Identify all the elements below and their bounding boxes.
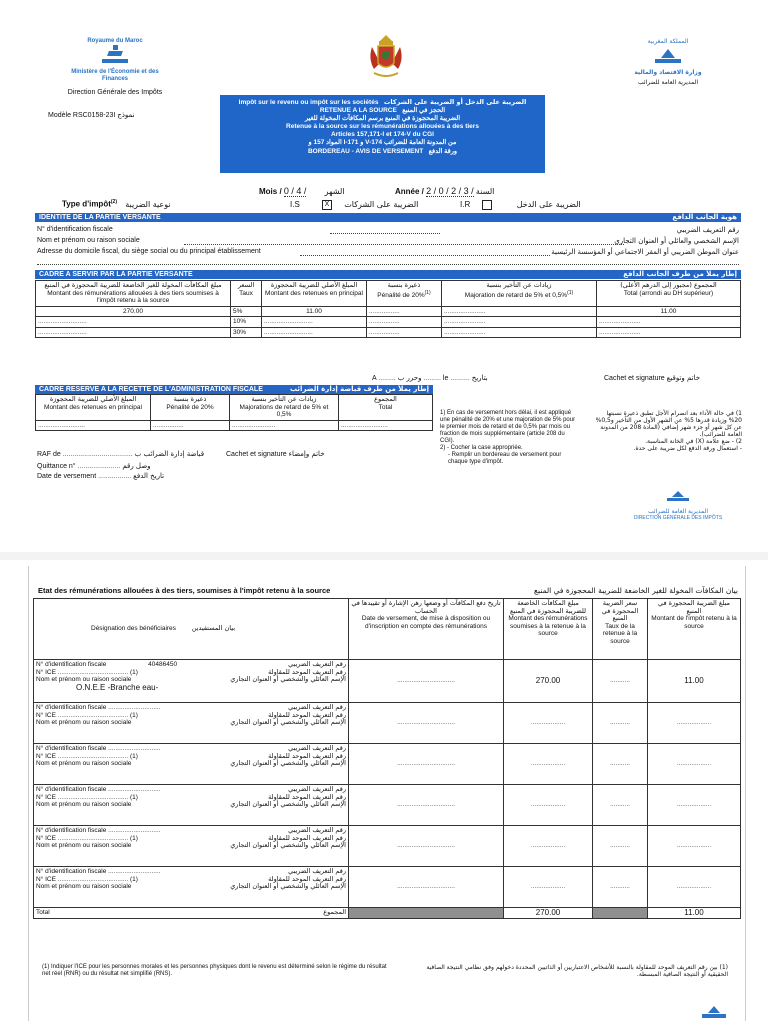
section-recette-bar: CADRE RESERVE A LA RECETTE DE L'ADMINISTRATION FISCALE إطار يملأ من طرف قباضة إدارة الضرائب (35, 385, 433, 394)
penalite-cell[interactable]: ................. (367, 317, 442, 328)
beneficiary-name[interactable]: O.N.E.E -Branche eau- (76, 682, 159, 692)
penalite-cell[interactable]: ................. (367, 327, 442, 338)
quittance-row[interactable]: Quittance n° ...................... وصل رقم (37, 462, 151, 470)
montant-cell[interactable]: 270.00 (123, 307, 143, 315)
major-cell[interactable]: ....................... (442, 327, 597, 338)
penalite-cell[interactable]: ................. (367, 306, 442, 317)
beneficiary-row[interactable]: N° d'identification fiscale ............................. رقم التعريف الضريبي N° ICE ....................................... (1) رقم التعريف الموحد للمقاولة Nom et prénom ou raison sociale الإسم العائلي والشخصي أو العنوان التجاري ................................ ................... ........... ................... (34, 826, 741, 867)
total-cell[interactable]: ....................... (597, 327, 741, 338)
date-versement-row[interactable]: Date de versement ................. تاريخ الدفع (37, 472, 165, 480)
beneficiary-impot[interactable]: 11.00 (648, 660, 741, 703)
dgi-footer-icon (666, 491, 690, 503)
raf-row[interactable]: RAF de .................................... قباضة إدارة الضرائب ب Cachet et signature خاتم وإمضاء (37, 450, 325, 458)
beneficiary-row[interactable]: N° d'identification fiscale ............................. رقم التعريف الضريبي N° ICE ....................................... (1) رقم التعريف الموحد للمقاولة Nom et prénom ou raison sociale الإسم العائلي والشخصي أو العنوان التجاري ................................ ................... ........... ................... (34, 744, 741, 785)
section-versante-bar: CADRE A SERVIR PAR LA PARTIE VERSANTE إطار يملأ من طرف الجانب الدافع (35, 270, 741, 279)
versante-row[interactable] (36, 317, 741, 328)
montant-cell[interactable]: ........................... (36, 317, 231, 328)
recette-row[interactable]: .......................... ................. ........................ .......................... (36, 420, 433, 431)
total-cell[interactable]: 11.00 (597, 306, 741, 317)
model-number: Modèle RSC0158-23I نموذج (48, 111, 135, 119)
versante-table (35, 280, 741, 338)
fait-a-row[interactable]: A ......... وحرر ب ......... le .......... بتاريخ (372, 374, 488, 382)
beneficiary-row[interactable]: N° d'identification fiscale ............................. رقم التعريف الضريبي N° ICE ....................................... (1) رقم التعريف الموحد للمقاولة Nom et prénom ou raison sociale الإسم العائلي والشخصي أو العنوان التجاري ................................ ................... ........... ................... (34, 785, 741, 826)
ir-checkbox[interactable] (482, 200, 492, 210)
right-ar-line2: وزارة الاقتصاد والمالية (634, 69, 702, 76)
etat-note-fr: (1) Indiquer l'ICE pour les personnes morales et les personnes physiques dont le revenu est déterminé selon le régime du résultat net réel (RNR) ou du résultat net simplifié (RNS). (42, 964, 387, 977)
etat-title: Etat des rémunérations allouées à des tiers, soumises à l'impôt retenu à la source بيان المكافآت المخولة للغير الخاضعة للضريبة المحجوزة في المنبع (38, 586, 738, 595)
notes-ar: 1) في حالة الأداء بعد انصرام الأجل تطبق ذعيرة نسبتها 20% وزيادة قدرها 5% عن الشهر الأول من التأخير و0,5% عن كل شهر أو جزء شهر إضافي (المادة 208 من المدونة العامة للضرائب). 2) - ضع علامة (X) في الخانة المناسبة. - استعمال ورقة الدفع لكل ضريبة على حدة. (595, 410, 742, 452)
recette-table: المبلغ الأصلي للضريبة المحجوزة Montant des retenues en principal ذعيرة بنسبة Pénalité de 20% زيادات عن التأخير بنسبة Majorations de retard de 5% et 0,5% المجموع Total .......................... ................. ........................ .......................... (35, 394, 433, 431)
ministry-logo (65, 38, 165, 97)
ministere-text: Ministère de l'Économie et des Finances (71, 69, 159, 82)
beneficiary-row[interactable]: N° d'identification fiscale 40486450 رقم التعريف الضريبي N° ICE ....................................... (1) رقم التعريف الموحد للمقاولة Nom et prénom ou raison sociale الإسم العائلي والشخصي أو العنوان التجاري O.N.E.E -Branche eau- ................................ 270.00 ........... 11.00 (34, 660, 741, 703)
major-cell[interactable]: ....................... (442, 306, 597, 317)
royal-crest-icon (366, 33, 406, 81)
versante-header-row: مبلغ المكافآت المخولة للغير الخاضعة للضريبة المحجوزة في المنبع Montant des rémunérations allouées à des tiers soumises à l'impôt retenu à la source السعر Taux المبلغ الأصلي للضريبة المحجوزة Montant des retenues en principal ذعيرة بنسبة Pénalité de 20%$^{(1)}$ زيادات عن التأخير بنسبة Majoration de retard de 5% et 0,5%$^{(1)}$ المجموع (مجبور إلى الدرهم الأعلى) Total (arrondi au DH supérieur) (36, 281, 741, 307)
beneficiary-if[interactable]: 40486450 (148, 661, 178, 668)
form-title-box: Impôt sur le revenu ou impôt sur les sociétés الضريبة على الدخل أو الضريبة على الشركات RETENUE A LA SOURCE الحجز في المنبع الضريبة المحجوزة في المنبع برسم المكافآت المخولة للغير Retenue à la source sur les rémunérations allouées à des tiers Articles 157,171-I et 174-V du CGI المواد 157 و I-171 و V-174 من المدونة العامة للضرائب BORDEREAU - AVIS DE VERSEMENT ورقة الدفع (220, 95, 545, 173)
ir-option[interactable]: I.R الضريبة على الدخل (460, 200, 581, 210)
taux-cell: 10% (231, 317, 262, 328)
cachet-signature-label: Cachet et signature خاتم وتوقيع (604, 374, 701, 382)
section-identity-bar: IDENTITE DE LA PARTIE VERSANTE هوية الجانب الدافع (35, 213, 741, 222)
is-checkbox[interactable]: X (322, 200, 332, 210)
royaume-text: Royaume du Maroc (87, 38, 143, 44)
right-ar-line1: المملكة المغربية (647, 38, 689, 45)
versante-row[interactable] (36, 306, 741, 317)
beneficiary-row[interactable]: N° d'identification fiscale ............................. رقم التعريف الضريبي N° ICE ....................................... (1) رقم التعريف الموحد للمقاولة Nom et prénom ou raison sociale الإسم العائلي والشخصي أو العنوان التجاري ................................ ................... ........... ................... (34, 703, 741, 744)
major-cell[interactable]: ....................... (442, 317, 597, 328)
etat-table (33, 598, 741, 919)
type-impot-label: Type d'impôt$^{(2)}$ نوعية الضريبة (62, 199, 171, 209)
total-montant: 270.00 (504, 908, 593, 919)
is-option[interactable]: I.S X الضريبة على الشركات (290, 200, 419, 210)
etat-note-ar: (1) بين رقم التعريف الموحد للمقاولة بالنسبة للأشخاص الاعتباريين أو الذاتيين المحددة دخولهم وفق نظامي النتيجة الصافية الحقيقية أو النتيجة الصافية المبسطة. (426, 964, 728, 978)
ministry-emblem-icon (98, 45, 132, 69)
total-impot: 11.00 (648, 908, 741, 919)
dgi-text: Direction Générale des Impôts (67, 89, 163, 96)
year-field[interactable]: Année / 2 / 0 / 2 / 3 / السنة (395, 186, 495, 196)
beneficiary-montant[interactable]: 270.00 (504, 660, 593, 703)
taux-cell: 5% (231, 306, 262, 317)
page-separator (0, 552, 768, 560)
principal-cell[interactable]: ........................... (262, 317, 367, 328)
identity-address-row[interactable]: Adresse du domicile fiscal, du siège social ou du principal établissement عنوان الموطن الضريبي أو المقر الاجتماعي أو المؤسسة الرئيسية (37, 248, 739, 256)
principal-cell[interactable]: 11.00 (262, 306, 367, 317)
taux-cell: 30% (231, 327, 262, 338)
total-cell[interactable]: ....................... (597, 317, 741, 328)
notes-fr: 1) En cas de versement hors délai, il est appliqué une pénalité de 20% et une majoration de 5% pour le premier mois de retard et de 0,5% par mois ou fraction de mois supplémentaire (article 208 du CGI). 2) - Cocher la case appropriée. - Remplir un bordereau de versement pour chaque type d'impôt. (440, 410, 576, 465)
identity-name-row[interactable]: Nom et prénom ou raison sociale الإسم الشخصي والعائلي أو العنوان التجاري (37, 237, 739, 245)
beneficiary-row[interactable]: N° d'identification fiscale ............................. رقم التعريف الضريبي N° ICE ....................................... (1) رقم التعريف الموحد للمقاولة Nom et prénom ou raison sociale الإسم العائلي والشخصي أو العنوان التجاري ................................ ................... ........... ................... (34, 867, 741, 908)
month-field[interactable]: Mois / 0 / 4 / الشهر (259, 186, 345, 196)
montant-cell[interactable]: ........................... (36, 327, 231, 338)
etat-header-row: Désignation des bénéficiaires بيان المستفيدين تاريخ دفع المكافآت أو وضعها رهن الإشارة أو تقييدها في الحساب Date de versement, de mise à disposition ou d'inscription en compte des rémunérations مبلغ المكافآت الخاضعة للضريبة المحجوزة في المنبع Montant des rémunérations soumises à la retenue à la source سعر الضريبة المحجوزة في المنبع Taux de la retenue à la source مبلغ الضريبة المحجوزة في المنبع Montant de l'impôt retenu à la source (34, 599, 741, 660)
right-ar-line3: المديرية العامة للضرائب (638, 79, 698, 86)
identity-if-row[interactable]: N° d'identification fiscale رقم التعريف الضريبي (37, 226, 739, 234)
etat-footer-logo-icon (700, 1006, 728, 1020)
total-row: Total المجموع 270.00 11.00 (34, 908, 741, 919)
versante-row[interactable] (36, 327, 741, 338)
footer-dgi-logo: المديرية العامة للضرائب DIRECTION GÉNÉRALE DES IMPÔTS (618, 490, 738, 522)
dgi-emblem-icon (653, 47, 683, 67)
principal-cell[interactable]: ........................... (262, 327, 367, 338)
dgi-logo (622, 38, 714, 86)
